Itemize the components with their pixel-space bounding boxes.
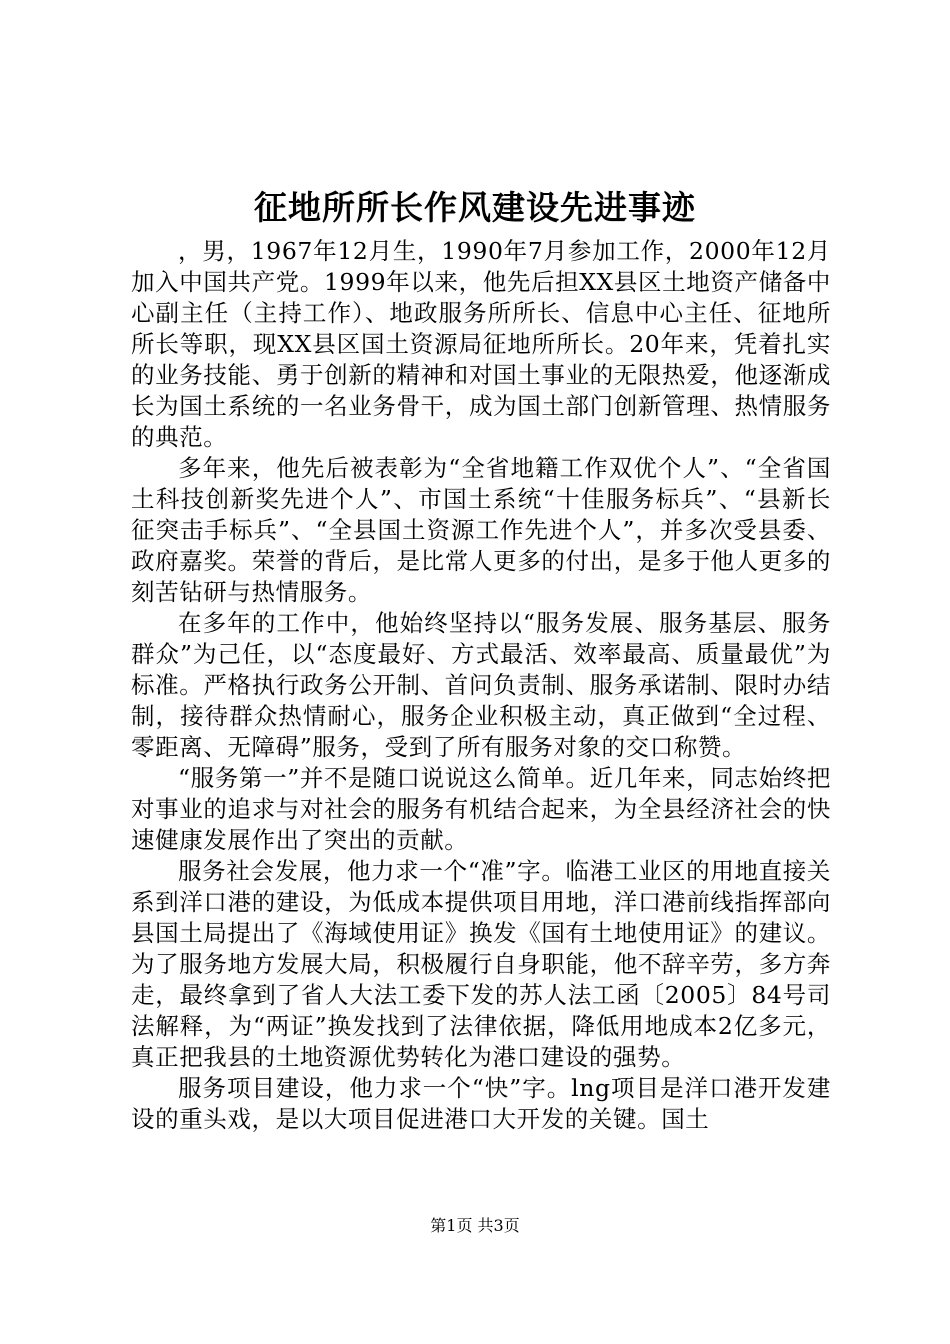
paragraph-3: 在多年的工作中，他始终坚持以“服务发展、服务基层、服务群众”为己任，以“态度最好、方式最活、效率最高、质量最优”为标准。严格执行政务公开制、首问负责制、服务承诺制、限时办结制，接待群众热情耐心，服务企业积极主动，真正做到“全过程、零距离、无障碍”服务，受到了所有服务对象的交口称赞。	[131, 609, 831, 761]
paragraph-2: 多年来，他先后被表彰为“全省地籍工作双优个人”、“全省国土科技创新奖先进个人”、市国土系统“十佳服务标兵”、“县新长征突击手标兵”、“全县国土资源工作先进个人”，并多次受县委、政府嘉奖。荣誉的背后，是比常人更多的付出，是多于他人更多的刻苦钻研与热情服务。	[131, 454, 831, 606]
paragraph-5: 服务社会发展，他力求一个“准”字。临港工业区的用地直接关系到洋口港的建设，为低成本提供项目用地，洋口港前线指挥部向县国土局提出了《海域使用证》换发《国有土地使用证》的建议。为了服务地方发展大局，积极履行自身职能，他不辞辛劳，多方奔走，最终拿到了省人大法工委下发的苏人法工函〔2005〕84号司法解释，为“两证”换发找到了法律依据，降低用地成本2亿多元，真正把我县的土地资源优势转化为港口建设的强势。	[131, 857, 831, 1071]
paragraph-4: “服务第一”并不是随口说说这么简单。近几年来，同志始终把对事业的追求与对社会的服务有机结合起来，为全县经济社会的快速健康发展作出了突出的贡献。	[131, 764, 831, 854]
paragraph-6: 服务项目建设，他力求一个“快”字。lng项目是洋口港开发建设的重头戏，是以大项目促进港口大开发的关键。国土	[131, 1074, 831, 1133]
page-title: 征地所所长作风建设先进事迹	[254, 188, 696, 227]
page-footer: 第1页 共3页	[430, 1216, 520, 1235]
document-body	[131, 236, 831, 1135]
paragraph-1: ，男，1967年12月生，1990年7月参加工作，2000年12月加入中国共产党。1999年以来，他先后担XX县区土地资产储备中心副主任（主持工作）、地政服务所所长、信息中心主任、征地所所长等职，现XX县区国土资源局征地所所长。20年来，凭着扎实的业务技能、勇于创新的精神和对国土事业的无限热爱，他逐渐成长为国土系统的一名业务骨干，成为国土部门创新管理、热情服务的典范。	[131, 237, 831, 451]
